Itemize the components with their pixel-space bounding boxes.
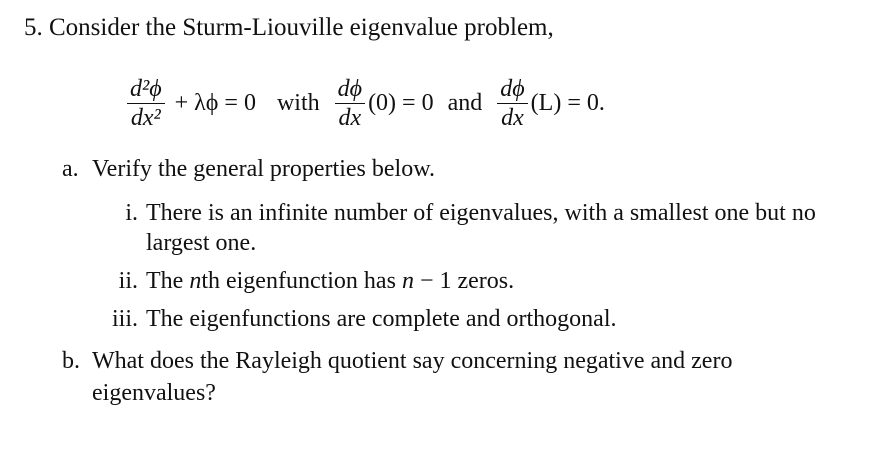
item-math-n-2: n: [401, 268, 414, 294]
fraction-denominator: dx: [501, 104, 524, 131]
fraction-numerator: d²ϕ: [127, 75, 165, 104]
item-text: The eigenfunctions are complete and orthogonal.: [146, 306, 617, 332]
bc1-derivative-fraction: [335, 75, 365, 132]
fraction-numerator: dϕ: [335, 75, 365, 104]
bc2-rest: (L) = 0.: [530, 89, 605, 116]
fraction-denominator: dx²: [130, 104, 161, 131]
part-a-item-1: [96, 200, 816, 227]
part-a-item-3: [96, 306, 617, 333]
part-b: [62, 348, 732, 375]
item-text-pre: The: [146, 268, 190, 294]
item-marker: iii.: [111, 306, 138, 332]
with-word: with: [276, 89, 320, 116]
part-b-continuation: [92, 380, 216, 407]
part-a-item-1-continuation: [146, 230, 256, 257]
item-text-tail: − 1 zeros.: [413, 268, 515, 294]
part-b-marker: b.: [62, 348, 80, 374]
item-text-line2: largest one.: [146, 230, 257, 256]
and-word: and: [447, 89, 483, 116]
second-derivative-fraction: [127, 75, 165, 132]
fraction-numerator: dϕ: [497, 75, 527, 104]
item-marker: i.: [125, 200, 138, 226]
eigenvalue-equation: [124, 72, 605, 134]
part-b-text-line1: What does the Rayleigh quotient say concerning negative and zero: [92, 348, 733, 374]
part-a: [62, 156, 435, 183]
part-a-item-2: [96, 268, 514, 295]
part-b-text-line2: eigenvalues?: [92, 380, 216, 406]
bc2-derivative-fraction: [497, 75, 527, 132]
item-text-line1: There is an infinite number of eigenvalues, with a smallest one but no: [146, 200, 816, 226]
problem-heading: 5. Consider the Sturm-Liouville eigenvalue problem,: [24, 14, 554, 41]
part-a-marker: a.: [62, 156, 79, 182]
item-text-post: th eigenfunction has: [201, 268, 402, 294]
fraction-denominator: dx: [338, 104, 362, 131]
part-a-text: Verify the general properties below.: [92, 156, 435, 182]
item-marker: ii.: [118, 268, 138, 294]
item-math-n: n: [189, 268, 202, 294]
bc1-rest: (0) = 0: [368, 89, 434, 116]
equation-middle: + λϕ = 0: [174, 89, 256, 116]
